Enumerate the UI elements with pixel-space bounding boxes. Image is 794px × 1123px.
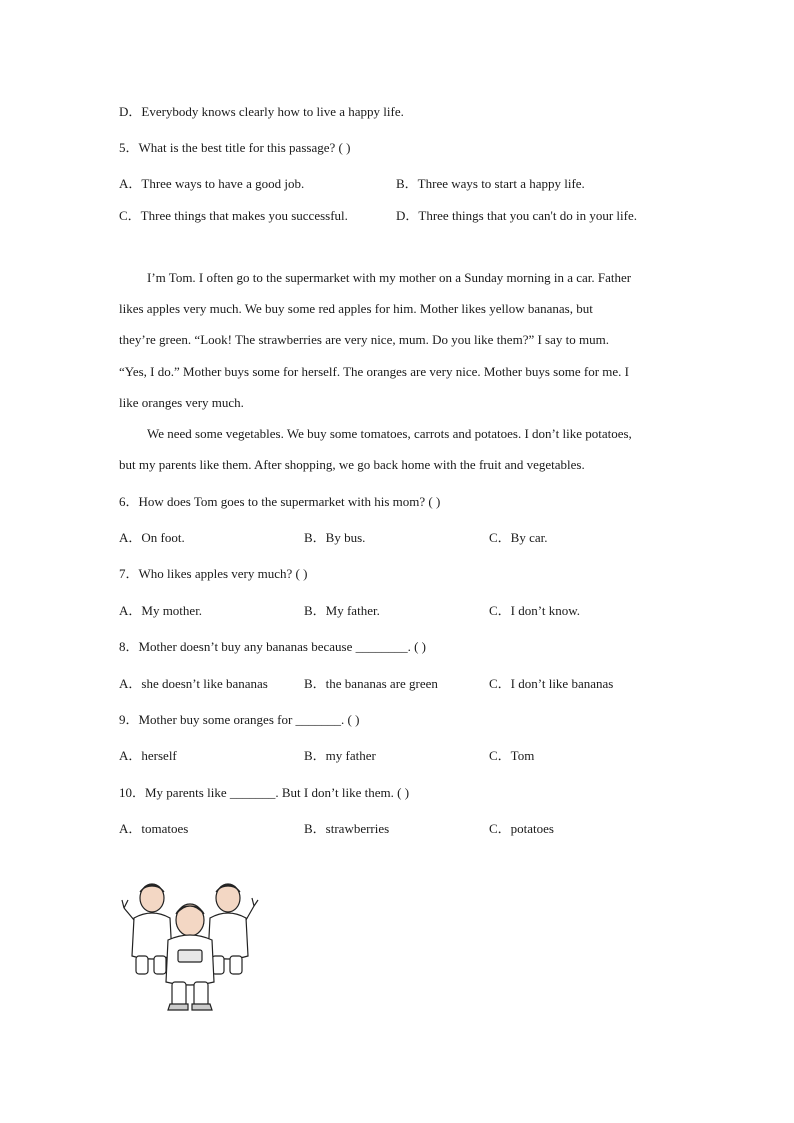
astronaut-center bbox=[166, 904, 214, 1010]
passage-line-1: I’m Tom. I often go to the supermarket with my mother on a Sunday morning in a car. Father bbox=[147, 270, 632, 285]
q10-question: 10．My parents like _______. But I don’t like them. ( ) bbox=[119, 785, 410, 800]
q5-option-b: B．Three ways to start a happy life. bbox=[396, 176, 585, 191]
astronaut-right bbox=[208, 884, 258, 974]
q9-option-a: A．herself bbox=[119, 748, 177, 763]
q6-option-b: B．By bus. bbox=[304, 530, 366, 545]
q6-option-c: C．By car. bbox=[489, 530, 548, 545]
q7-option-a: A．My mother. bbox=[119, 603, 203, 618]
passage-line-7: but my parents like them. After shopping, we go back home with the fruit and vegetables. bbox=[119, 457, 585, 472]
q10-option-a: A．tomatoes bbox=[119, 821, 189, 836]
q7-option-b: B．My father. bbox=[304, 603, 380, 618]
q7-question: 7．Who likes apples very much? ( ) bbox=[119, 566, 308, 581]
passage-line-4: “Yes, I do.” Mother buys some for herself. The oranges are very nice. Mother buys some for me. I bbox=[119, 364, 629, 379]
astronauts-illustration bbox=[120, 878, 260, 1014]
q5-option-a: A．Three ways to have a good job. bbox=[119, 176, 305, 191]
passage-line-6: We need some vegetables. We buy some tomatoes, carrots and potatoes. I don’t like potatoes, bbox=[147, 426, 632, 441]
q6-question: 6．How does Tom goes to the supermarket with his mom? ( ) bbox=[119, 494, 441, 509]
q8-option-b: B．the bananas are green bbox=[304, 676, 438, 691]
q8-question: 8．Mother doesn’t buy any bananas because ________. ( ) bbox=[119, 639, 426, 654]
q6-option-a: A．On foot. bbox=[119, 530, 185, 545]
q8-option-a: A．she doesn’t like bananas bbox=[119, 676, 268, 691]
passage-line-5: like oranges very much. bbox=[119, 395, 244, 410]
q5-question: 5．What is the best title for this passage? ( ) bbox=[119, 140, 351, 155]
q9-option-b: B．my father bbox=[304, 748, 376, 763]
q8-option-c: C．I don’t like bananas bbox=[489, 676, 614, 691]
q9-option-c: C．Tom bbox=[489, 748, 535, 763]
passage-line-3: they’re green. “Look! The strawberries are very nice, mum. Do you like them?” I say to mum. bbox=[119, 332, 609, 347]
q10-option-b: B．strawberries bbox=[304, 821, 390, 836]
q9-question: 9．Mother buy some oranges for _______. ( ) bbox=[119, 712, 360, 727]
q10-option-c: C．potatoes bbox=[489, 821, 554, 836]
passage-line-2: likes apples very much. We buy some red apples for him. Mother likes yellow bananas, but bbox=[119, 301, 593, 316]
astronaut-left bbox=[122, 884, 172, 974]
q5-option-d: D．Three things that you can't do in your life. bbox=[396, 208, 637, 223]
q7-option-c: C．I don’t know. bbox=[489, 603, 581, 618]
q4-option-d: D．Everybody knows clearly how to live a happy life. bbox=[119, 104, 404, 119]
q5-option-c: C．Three things that makes you successful. bbox=[119, 208, 348, 223]
